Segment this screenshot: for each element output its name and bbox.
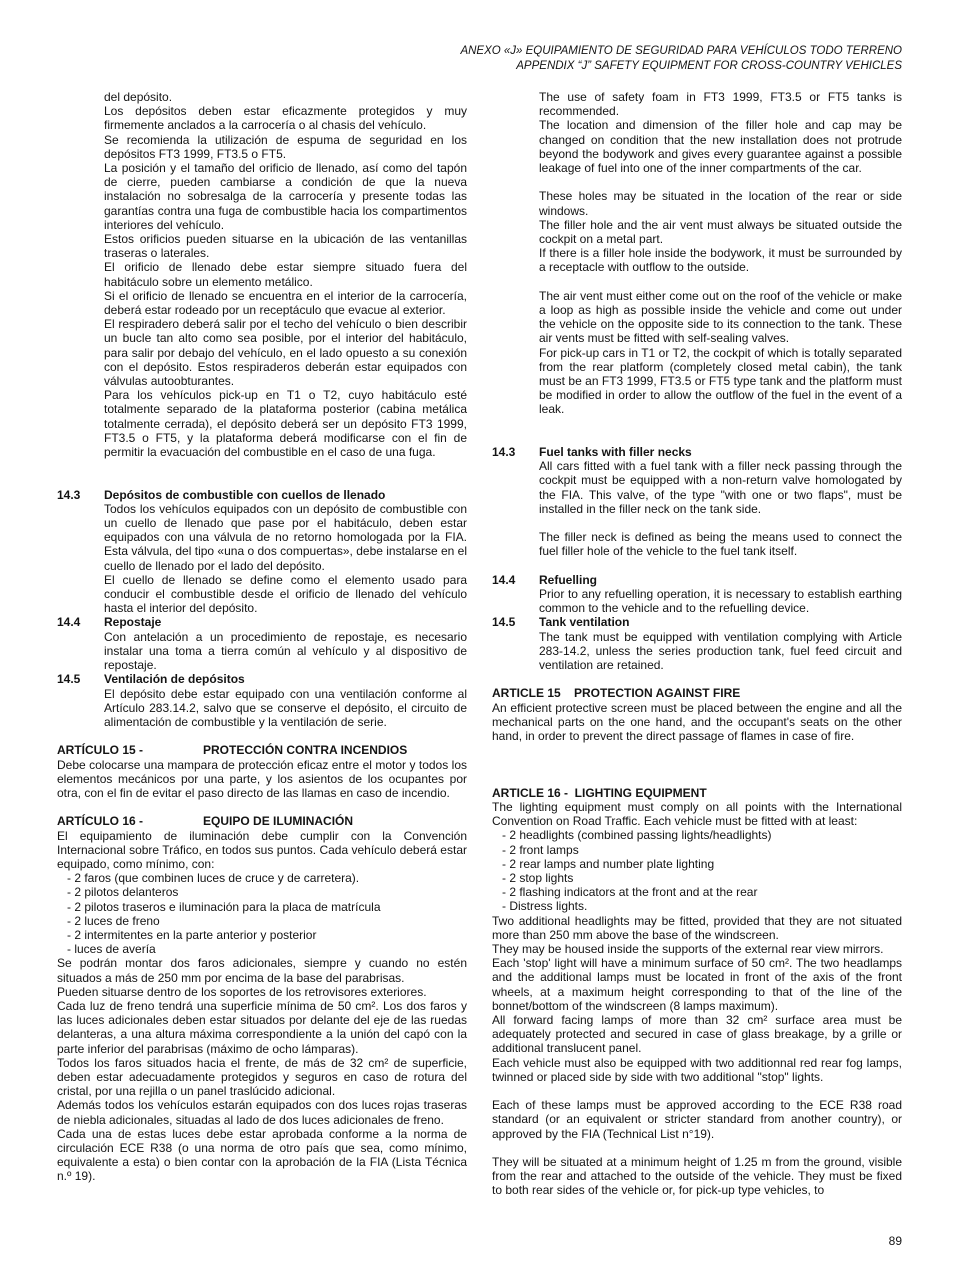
two-column-body	[57, 90, 902, 1198]
list-item: - 2 intermitentes en la parte anterior y posterior	[67, 927, 317, 942]
paragraph: El depósito debe estar equipado con una ventilación conforme al Artículo 283.14.2, salvo que se conserve el depósito, el circuito de alimentación de combustible y la ventilación de serie.	[104, 686, 467, 729]
section-title: Refuelling	[539, 572, 598, 587]
paragraph: Además todos los vehículos estarán equipados con dos luces rojas traseras de niebla adicionales, situadas al lado de dos luces adicionales de freno.	[57, 1098, 467, 1127]
list-item: - 2 flashing indicators at the front and at the rear	[502, 885, 758, 900]
paragraph: These holes may be situated in the location of the rear or side windows.	[539, 189, 902, 218]
section-heading	[492, 573, 902, 587]
paragraph: Cada luz de freno tendrá una superficie mínima de 50 cm². Los dos faros y las luces adicionales deben estar situados por delante del eje de las ruedas delanteras, a una altura máxima correspondiente a la unión del capó con la parte inferior del parabrisas (máximo de ocho lámparas).	[57, 998, 467, 1056]
spacer	[57, 800, 467, 814]
section-number: 14.5	[492, 615, 516, 630]
paragraph: The filler neck is defined as being the means used to connect the fuel filler hole of the vehicle to the fuel tank itself.	[539, 530, 902, 559]
spacer	[57, 459, 467, 473]
section-title: Repostaje	[104, 615, 162, 630]
paragraph: Each vehicle must also be equipped with two additionnal red rear fog lamps, twinned or placed side by side with two additional "stop" lights.	[492, 1055, 902, 1084]
list-item: - 2 faros (que combinen luces de cruce y de carretera).	[67, 871, 360, 886]
bullet-list	[57, 871, 467, 956]
spacer	[492, 772, 902, 786]
section-number: 14.4	[492, 572, 516, 587]
paragraph: They will be situated at a minimum height of 1.25 m from the ground, visible from the rear and attached to the outside of the vehicle. They must be fixed to both rear sides of the vehicle or, for pick-up type vehicles, to	[492, 1155, 902, 1198]
paragraph: Estos orificios pueden situarse en la ubicación de las ventanillas traseras o laterales.	[104, 232, 467, 261]
paragraph: Todos los faros situados hacia el frente, de más de 32 cm² de superficie, deben estar adecuadamente protegidos y seguros en caso de rotura del cristal, por una rejilla o un panel traslúcido adicional.	[57, 1055, 467, 1099]
paragraph: del depósito.	[104, 90, 173, 104]
section-title: Fuel tanks with filler necks	[539, 445, 692, 460]
paragraph: La posición y el tamaño del orificio de llenado, así como del tapón de cierre, pueden cambiarse a condición de que la nueva instalación no sobresalga de la carrocería y presente todas las garantías contra una fuga de combustible hacia los compartimentos interiores del vehículo.	[104, 161, 467, 232]
article-heading: ARTICLE 15 PROTECTION AGAINST FIRE	[492, 686, 741, 701]
list-item: - 2 luces de freno	[67, 913, 160, 928]
list-item: - 2 rear lamps and number plate lighting	[502, 856, 715, 871]
spacer	[57, 729, 467, 743]
paragraph: If there is a filler hole inside the bodywork, it must be surrounded by a receptacle with outflow to the outside.	[539, 246, 902, 275]
section-heading	[492, 615, 902, 629]
spacer	[492, 559, 902, 573]
section-title: Ventilación de depósitos	[104, 672, 245, 687]
paragraph: Prior to any refuelling operation, it is necessary to establish earthing common to the vehicle and to the refuelling device.	[539, 587, 902, 616]
paragraph: The air vent must either come out on the roof of the vehicle or make a loop as high as possible inside the vehicle and come out under the vehicle on the opposite side to its connection to the tank. These air vents must be fitted with self-sealing valves.	[539, 288, 902, 346]
page-number: 89	[888, 1234, 902, 1248]
paragraph: El cuello de llenado se define como el elemento usado para conducir el combustible desde el orificio de llenado del vehículo hasta el interior del depósito.	[104, 572, 467, 616]
bullet-list	[492, 828, 902, 913]
paragraph: The tank must be equipped with ventilation complying with Article 283-14.2, unless the series production tank, fuel feed circuit and ventilation are retained.	[539, 629, 902, 673]
section-heading	[57, 615, 467, 629]
spacer	[492, 757, 902, 771]
paragraph: The location and dimension of the filler hole and cap may be changed on condition that the new installation does not protrude beyond the bodywork and gives every guarantee against a possible leakage of fuel into one of the inner compartments of the car.	[539, 118, 902, 176]
paragraph: For pick-up cars in T1 or T2, the cockpit of which is totally separated from the rear platform (completely closed metal cabin), the tank must be an FT3 1999, FT3.5 or FT5 type tank and the platform must be modified in order to allow the outflow of the fuel in the event of a leak.	[539, 345, 902, 417]
list-item: - 2 pilotos traseros e iluminación para la placa de matrícula	[67, 899, 381, 914]
section-title: Tank ventilation	[539, 615, 630, 630]
page-header	[57, 44, 902, 74]
paragraph: Two additional headlights may be fitted, provided that they are not situated more than 250 mm above the base of the windscreen.	[492, 913, 902, 942]
list-item: - 2 pilotos delanteros	[67, 885, 179, 900]
spacer	[492, 1141, 902, 1155]
paragraph: Con antelación a un procedimiento de repostaje, es necesario instalar una toma a tierra común al vehículo y al dispositivo de repostaje.	[104, 629, 467, 673]
paragraph: El orificio de llenado debe estar siempre situado fuera del habitáculo sobre un elemento metálico.	[104, 260, 467, 289]
list-item: - Distress lights.	[502, 899, 588, 914]
paragraph: Each 'stop' light will have a minimum surface of 50 cm². The two headlamps and the additional lamps must be located in front of the axis of the front wheels, at a maximum height corresponding to that of the line of the bonnet/bottom of the windscreen (8 lamps maximum).	[492, 956, 902, 1013]
list-item: - luces de avería	[67, 942, 156, 957]
paragraph: Cada una de estas luces debe estar aprobada conforme a la norma de circulación ECE R38 (o una norma de otro país que sea, como mínimo, equivalente a esta) o bien contar con la aprobación de la FIA (Lista Técnica n.º 19).	[57, 1126, 467, 1184]
article-heading: ARTICLE 16 - LIGHTING EQUIPMENT	[492, 785, 707, 800]
spacer	[492, 275, 902, 289]
paragraph: Pueden situarse dentro de los soportes de los retrovisores exteriores.	[57, 984, 427, 999]
spacer	[492, 672, 902, 686]
left-column-spanish	[57, 90, 467, 1198]
paragraph: All forward facing lamps of more than 32 cm² surface area must be adequately protected and secured in case of glass breakage, by a grille or additional translucent panel.	[492, 1013, 902, 1056]
section-heading	[492, 445, 902, 459]
paragraph: Los depósitos deben estar eficazmente protegidos y muy firmemente anclados a la carrocería o al chasis del vehículo.	[104, 104, 467, 133]
section-heading	[57, 672, 467, 686]
spacer	[492, 431, 902, 445]
spacer	[57, 473, 467, 487]
list-item: - 2 stop lights	[502, 871, 574, 886]
list-item: - 2 headlights (combined passing lights/headlights)	[502, 828, 772, 843]
header-line-english: APPENDIX “J” SAFETY EQUIPMENT FOR CROSS-COUNTRY VEHICLES	[516, 60, 902, 72]
spacer	[492, 516, 902, 530]
paragraph: El equipamiento de iluminación debe cumplir con la Convención Internacional sobre Tráfico, en todos sus puntos. Cada vehículo deberá estar equipado, como mínimo, con:	[57, 828, 467, 871]
paragraph: The use of safety foam in FT3 1999, FT3.5 or FT5 tanks is recommended.	[539, 90, 902, 119]
paragraph: Si el orificio de llenado se encuentra en el interior de la carrocería, deberá estar rodeado por un receptáculo que evacue al exterior.	[104, 288, 467, 318]
section-title: Depósitos de combustible con cuellos de llenado	[104, 487, 386, 502]
paragraph: Todos los vehículos equipados con un depósito de combustible con un cuello de llenado que pase por el habitáculo, deben estar equipados con una válvula de no retorno homologada por la FIA. Esta válvula, del tipo «una o dos compuertas», debe instalarse en el cuello de llenado por el lado del depósito.	[104, 501, 467, 573]
list-item: - 2 front lamps	[502, 842, 579, 857]
section-number: 14.4	[57, 615, 81, 630]
section-number: 14.3	[492, 445, 516, 460]
paragraph: Debe colocarse una mampara de protección eficaz entre el motor y todos los elementos mecánicos por una parte, y los asientos de los ocupantes por otra, con el fin de evitar el paso directo de las llamas en caso de incendio.	[57, 757, 467, 800]
spacer	[492, 175, 902, 189]
right-column-english	[492, 90, 902, 1198]
paragraph: Each of these lamps must be approved according to the ECE R38 road standard (or an equivalent or stricter standard from another country), or approved by the FIA (Technical List n°19).	[492, 1098, 902, 1141]
paragraph: An efficient protective screen must be placed between the engine and all the mechanical parts on the one hand, and the occupant's seats on the other hand, in order to prevent the direct passage of flames in case of fire.	[492, 700, 902, 744]
spacer	[492, 1084, 902, 1098]
paragraph: Para los vehículos pick-up en T1 o T2, cuyo habitáculo esté totalmente separado de la plataforma posterior (cabina metálica totalmente cerrada), el depósito deberá ser un depósito FT3 1999, FT3.5 o FT5, y la plataforma deberá modificarse con el fin de permitir la evacuación del combustible en el caso de una fuga.	[104, 388, 467, 460]
article-heading: ARTÍCULO 15 - PROTECCIÓN CONTRA INCENDIOS	[57, 743, 408, 758]
paragraph: They may be housed inside the supports of the external rear view mirrors.	[492, 942, 884, 957]
spacer	[492, 417, 902, 431]
paragraph: El respiradero deberá salir por el techo del vehículo o bien describir un bucle tan alto como sea posible, por el interior del habitáculo, para salir por debajo del vehículo, en el lado opuesto a su conexión con el depósito. Estos respiraderos deberán estar equipados con válvulas autoobturantes.	[104, 317, 467, 389]
article-heading: ARTÍCULO 16 - EQUIPO DE ILUMINACIÓN	[57, 814, 354, 829]
paragraph: The filler hole and the air vent must always be situated outside the cockpit on a metal part.	[539, 217, 902, 247]
section-number: 14.3	[57, 487, 81, 502]
paragraph: The lighting equipment must comply on all points with the International Convention on Road Traffic. Each vehicle must be fitted with at least:	[492, 800, 902, 829]
section-number: 14.5	[57, 672, 81, 687]
section-heading	[57, 488, 467, 502]
paragraph: Se recomienda la utilización de espuma de seguridad en los depósitos FT3 1999, FT3.5 o FT5.	[104, 132, 467, 161]
paragraph: All cars fitted with a fuel tank with a filler neck passing through the cockpit must be equipped with a non-return valve homologated by the FIA. This valve, of the type "with one or two flaps", must be installed in the filler neck on the tank side.	[539, 459, 902, 516]
paragraph: Se podrán montar dos faros adicionales, siempre y cuando no estén situados a más de 250 mm por encima de la base del parabrisas.	[57, 956, 467, 985]
spacer	[492, 743, 902, 757]
header-line-spanish: ANEXO «J» EQUIPAMIENTO DE SEGURIDAD PARA VEHÍCULOS TODO TERRENO	[460, 45, 902, 57]
